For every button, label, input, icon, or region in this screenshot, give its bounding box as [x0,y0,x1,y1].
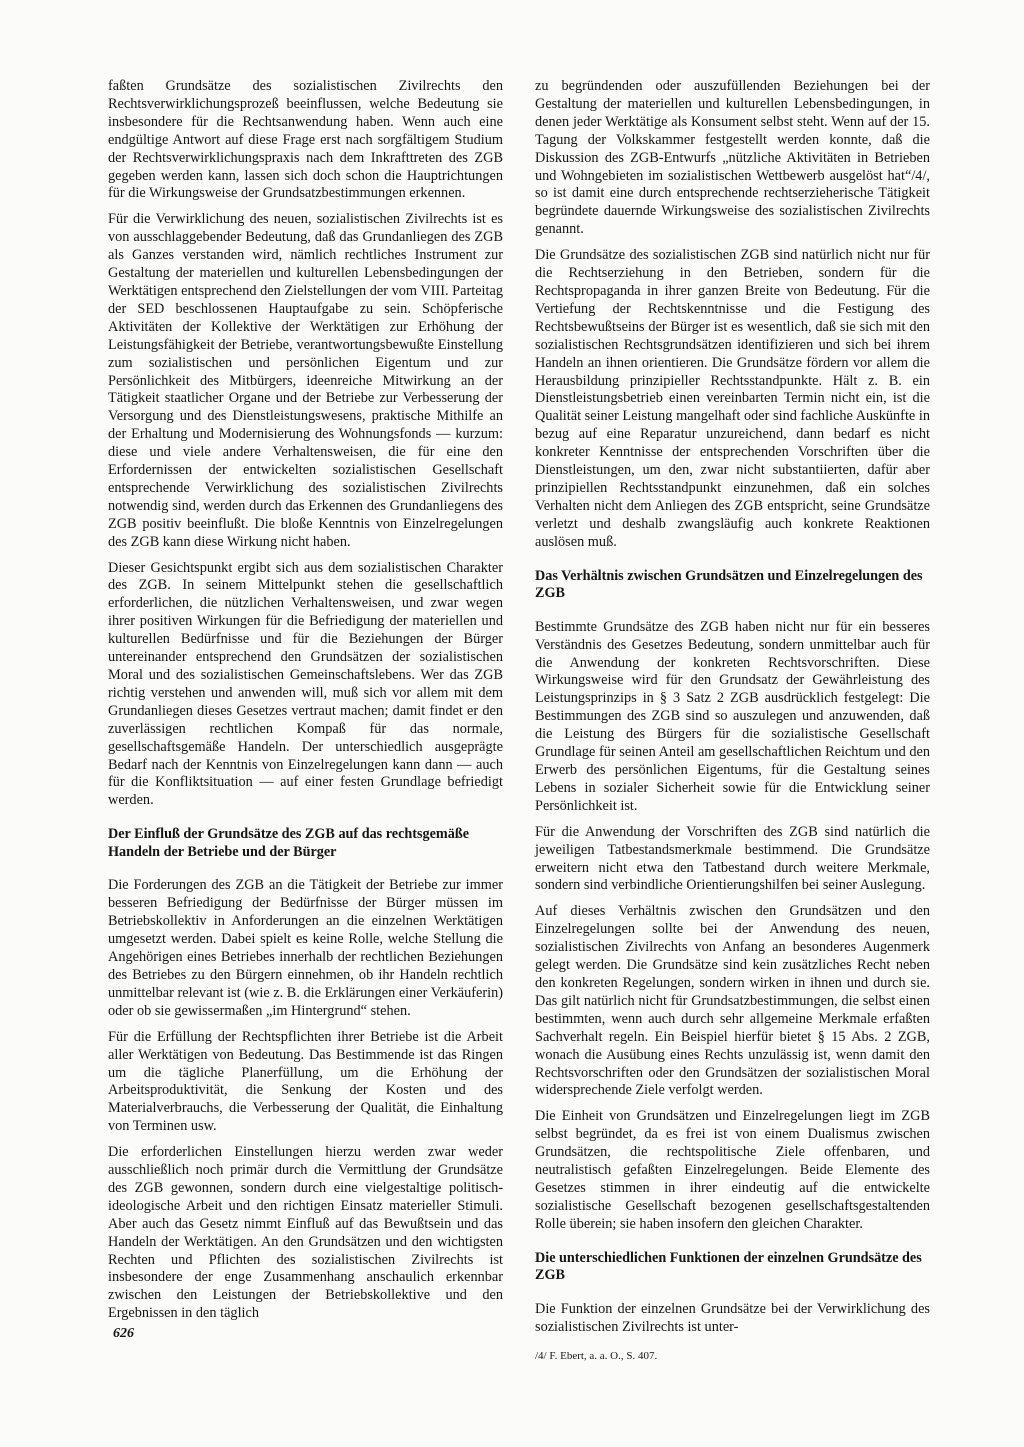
paragraph: Bestimmte Grundsätze des ZGB haben nicht nur für ein besseres Verständnis des Gesetzes Bedeutung, sondern unmittelbar auch für die Anwendung der konkreten Rechtsvorschriften. Diese Wirkungsweise wird für den Grundsatz der Gewährleistung des Leistungsprinzips in § 3 Satz 2 ZGB ausdrücklich festgelegt: Die Bestimmungen des ZGB sind so auszulegen und anzuwenden, daß die Leistung des Bürgers für die sozialistische Gesellschaft Grundlage für seinen Anteil am gesellschaftlichen Reichtum und den Erwerb des persönlichen Eigentums, für die Gestaltung seines Lebens in sozialer Sicherheit sowie für die Entwicklung seiner Persönlichkeit ist. [535,618,930,814]
section-heading: Der Einfluß der Grundsätze des ZGB auf das rechtsgemäße Handeln der Betriebe und der Bürger [108,826,470,860]
paragraph: zu begründenden oder auszufüllenden Beziehungen bei der Gestaltung der materiellen und kulturellen Lebensbedingungen, in denen jeder Werktätige als Konsument selbst steht. Wenn auf der 15. Tagung der Volkskammer festgestellt werden konnte, daß die Diskussion des ZGB-Entwurfs „nützliche Aktivitäten in Betrieben und Wohngebieten im sozialistischen Wettbewerb ausgelöst hat“/4/, so ist damit eine durch entsprechende rechtserzieherische Tätigkeit begründete dauernde Wirkungsweise des sozialistischen Zivilrechts genannt. [535,78,930,238]
section-heading: Die unterschiedlichen Funktionen der einzelnen Grundsätze des ZGB [535,1249,922,1284]
right-column [535,78,930,1363]
footnote: /4/ F. Ebert, a. a. O., S. 407. [535,1349,658,1362]
paragraph: Die Grundsätze des sozialistischen ZGB sind natürlich nicht nur für die Rechtserziehung in den Betrieben, sondern für die Rechtspropaganda in ihrer ganzen Breite von Bedeutung. Für die Vertiefung der Rechtskenntnisse und die Festigung des Rechtsbewußtseins der Bürger ist es wesentlich, daß sie sich mit den sozialistischen Rechtsgrundsätzen identifizieren und sich bei ihrem Handeln an ihnen orientieren. Die Grundsätze fördern vor allem die Herausbildung prinzipieller Rechtsstandpunkte. Hält z. B. ein Dienstleistungsbetrieb einen vereinbarten Termin nicht ein, ist die Qualität seiner Leistung mangelhaft oder sind fachliche Auskünfte in bezug auf eine Reparatur unzureichend, dann bedarf es nicht konkreter Kenntnisse der entsprechenden Vorschriften über die Dienstleistungen, um den, zwar nicht substantiierten, dafür aber prinzipiellen Rechtsstandpunkt einzunehmen, daß ein solches Verhalten nicht dem Anliegen des ZGB entspricht, seine Grundsätze verletzt und deshalb zwangsläufig auch konkrete Reaktionen auslösen muß. [535,247,930,550]
page-number: 626 [113,1326,134,1341]
paragraph: Die Einheit von Grundsätzen und Einzelregelungen liegt im ZGB selbst begründet, da es frei ist von einem Dualismus zwischen Grundsätzen, die rechtspolitische Ziele offenbaren, und neutralistisch gefaßten Einzelregelungen. Beide Elemente des Gesetzes stimmen in ihrer eindeutig auf die entwickelte sozialistische Gesellschaft bezogenen gesellschaftsgestaltenden Rolle überein; sie haben insofern den gleichen Charakter. [535,1108,930,1232]
paragraph: Für die Anwendung der Vorschriften des ZGB sind natürlich die jeweiligen Tatbestandsmerkmale bestimmend. Die Grundsätze erweitern nicht etwa den Tatbestand durch weitere Merkmale, sondern sind verbindliche Orientierungshilfen bei seiner Auslegung. [535,823,930,894]
left-column [108,78,503,1331]
section-heading: Das Verhältnis zwischen Grundsätzen und Einzelregelungen des ZGB [535,567,923,602]
paragraph: faßten Grundsätze des sozialistischen Zivilrechts den Rechtsverwirklichungsprozeß beeinflussen, welche Bedeutung sie insbesondere für die Rechtsanwendung haben. Wenn auch eine endgültige Antwort auf diese Frage erst nach sorgfältigem Studium der Rechtsverwirklichungspraxis nach dem Inkrafttreten des ZGB gegeben werden kann, lassen sich doch schon die Hauptrichtungen für die Wirkungsweise der Grundsatzbestimmungen erkennen. [108,78,503,202]
paragraph: Für die Verwirklichung des neuen, sozialistischen Zivilrechts ist es von ausschlaggebender Bedeutung, daß das Grundanliegen des ZGB als Ganzes verstanden wird, nämlich rechtliches Instrument zur Gestaltung der materiellen und kulturellen Lebensbedingungen der Werktätigen entsprechend den Zielstellungen der vom VIII. Parteitag der SED beschlossenen Hauptaufgabe zu sein. Schöpferische Aktivitäten der Kollektive der Werktätigen zur Erhöhung der Leistungsfähigkeit der Betriebe, verantwortungsbewußte Einstellung zum sozialistischen und persönlichen Eigentum und zur Persönlichkeit des Mitbürgers, ideenreiche Mitwirkung an der Tätigkeit staatlicher Organe und der Betriebe zur Verbesserung der Versorgung und des Dienstleistungswesens, praktische Mithilfe an der Erhaltung und Modernisierung des Wohnungsfonds — kurzum: diese und viele andere Verhaltensweisen, die für eine den Erfordernissen der entwickelten sozialistischen Gesellschaft entsprechende Verwirklichung des sozialistischen Zivilrechts notwendig sind, werden durch das Erkennen des Grundanliegens des ZGB positiv beeinflußt. Die bloße Kenntnis von Einzelregelungen des ZGB kann diese Wirkung nicht haben. [108,211,503,550]
paragraph: Die erforderlichen Einstellungen hierzu werden zwar weder ausschließlich noch primär durch die Vermittlung der Grundsätze des ZGB gewonnen, sondern durch eine vielgestaltige politisch-ideologische Arbeit und den richtigen Einsatz materieller Stimuli. Aber auch das Gesetz nimmt Einfluß auf das Bewußtsein und das Handeln der Werktätigen. An den Grundsätzen und den wichtigsten Rechten und Pflichten des sozialistischen Zivilrechts ist insbesondere der enge Zusammenhang anschaulich erkennbar zwischen den Leistungen der Betriebskollektive und den Ergebnissen in den täglich [108,1144,503,1322]
paragraph: Auf dieses Verhältnis zwischen den Grundsätzen und den Einzelregelungen sollte bei der Anwendung des neuen, sozialistischen Zivilrechts von Anfang an besonderes Augenmerk gelegt werden. Die Grundsätze sind kein zusätzliches Recht neben den konkreten Regelungen, sondern wirken in ihnen und durch sie. Das gilt natürlich nicht für Grundsatzbestimmungen, die selbst einen bestimmten, wenn auch durch sehr allgemeine Merkmale erfaßten Sachverhalt regeln. Ein Beispiel hierfür bietet § 15 Abs. 2 ZGB, wonach die Ausübung eines Rechts unzulässig ist, wenn damit den Rechtsvorschriften oder den Grundsätzen der sozialistischen Moral widersprechende Ziele verfolgt werden. [535,903,930,1099]
paragraph: Für die Erfüllung der Rechtspflichten ihrer Betriebe ist die Arbeit aller Werktätigen von Bedeutung. Das Bestimmende ist das Ringen um die tägliche Planerfüllung, um die Erhöhung der Arbeitsproduktivität, die Senkung der Kosten und des Materialverbrauchs, die Verbesserung der Qualität, die Einhaltung von Terminen usw. [108,1028,503,1135]
paragraph: Die Funktion der einzelnen Grundsätze bei der Verwirklichung des sozialistischen Zivilrechts ist unter- [535,1300,930,1335]
paragraph: Dieser Gesichtspunkt ergibt sich aus dem sozialistischen Charakter des ZGB. In seinem Mittelpunkt stehen die gesellschaftlich erforderlichen, die nützlichen Verhaltensweisen, und zwar wegen ihrer positiven Wirkungen für die Befriedigung der materiellen und kulturellen Bedürfnisse und für die Beziehungen der Bürger untereinander entsprechend den Grundsätzen der sozialistischen Moral und des sozialistischen Gemeinschaftslebens. Wer das ZGB richtig verstehen und anwenden will, muß sich vor allem mit dem Grundanliegen dieses Gesetzes vertraut machen; damit findet er den zuverlässigen rechtlichen Kompaß für das normale, gesellschaftsgemäße Handeln. Der unterschiedlich ausgeprägte Bedarf nach der Kenntnis von Einzelregelungen kann dann — auch für die Konfliktsituation — auf einer festen Grundlage befriedigt werden. [108,559,503,809]
paragraph: Die Forderungen des ZGB an die Tätigkeit der Betriebe zur immer besseren Befriedigung der Bedürfnisse der Bürger müssen im Betriebskollektiv in Anforderungen an die einzelnen Werktätigen umgesetzt werden. Dabei spielt es keine Rolle, welche Stellung die Angehörigen eines Betriebes innerhalb der rechtlichen Beziehungen des Betriebes zu den Bürgern einnehmen, ob ihr Handeln rechtlich unmittelbar relevant ist (wie z. B. die Erklärungen einer Verkäuferin) oder ob sie gewissermaßen „im Hintergrund“ stehen. [108,877,503,1019]
